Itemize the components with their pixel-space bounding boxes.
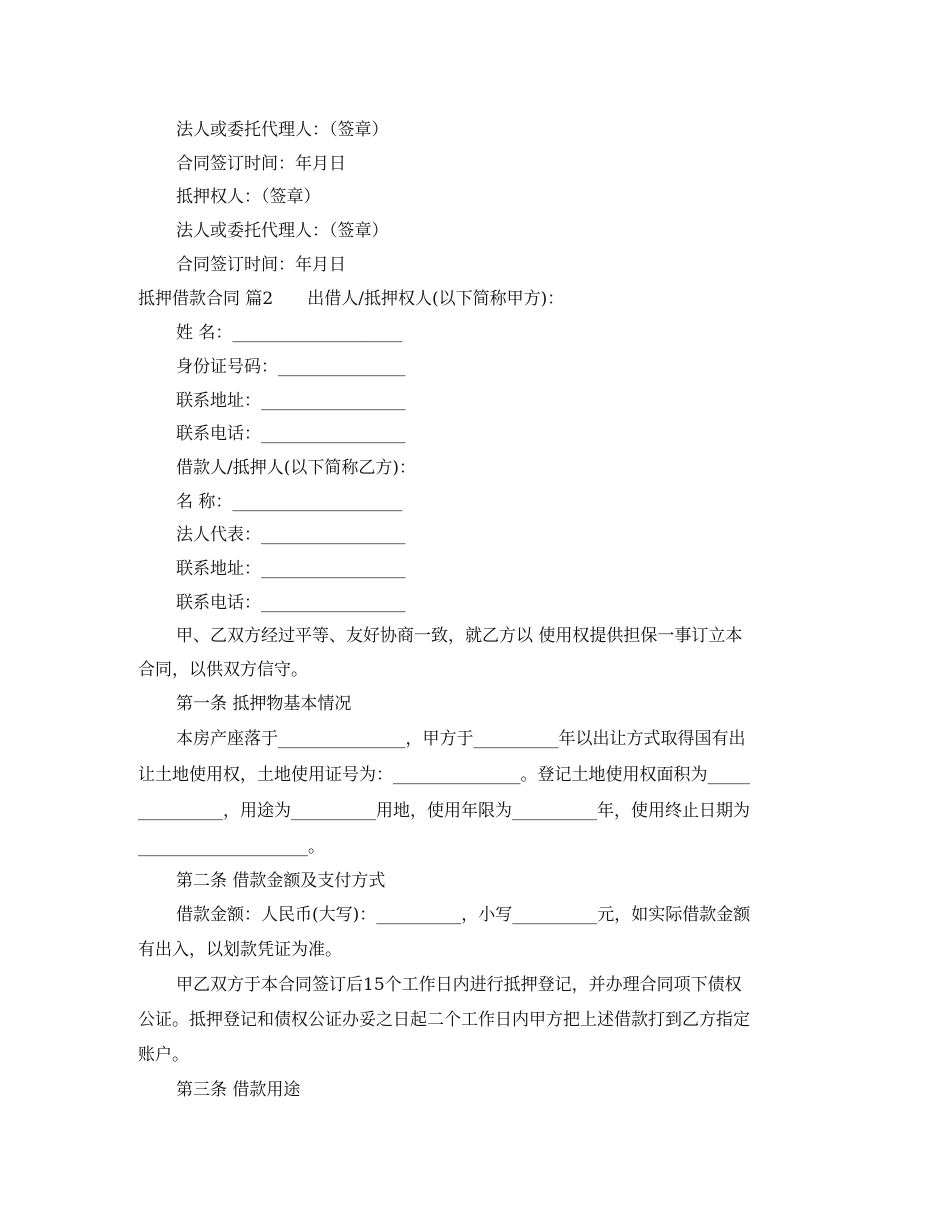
paragraph-line: 账户。 — [138, 1045, 189, 1065]
article-3-heading: 第三条 借款用途 — [176, 1080, 301, 1100]
paragraph-line: 让土地使用权，土地使用证号为：_______________。登记土地使用权面积为_____ — [138, 765, 750, 785]
signature-line: 法人或委托代理人：（签章） — [176, 120, 389, 140]
signature-line: 法人或委托代理人：（签章） — [176, 221, 389, 241]
form-field-phone: 联系电话：_________________ — [176, 424, 406, 444]
party-b-heading: 借款人/抵押人(以下简称乙方)： — [176, 458, 416, 478]
article-2-heading: 第二条 借款金额及支付方式 — [176, 871, 386, 891]
form-field-address: 联系地址：_________________ — [176, 559, 406, 579]
paragraph-line: 甲、乙双方经过平等、友好协商一致，就乙方以 使用权提供担保一事订立本 — [176, 626, 743, 646]
form-field-address: 联系地址：_________________ — [176, 391, 406, 411]
paragraph-line: 合同，以供双方信守。 — [138, 660, 308, 680]
paragraph-line: 借款金额：人民币(大写)：__________，小写__________元，如实际借款金额 — [176, 905, 751, 925]
mortgagee-sign-line: 抵押权人：（签章） — [176, 187, 321, 207]
form-field-company-name: 名 称：____________________ — [176, 492, 403, 512]
paragraph-line: 本房产座落于_______________，甲方于__________年以出让方式取得国有出 — [176, 729, 746, 749]
form-field-legal-rep: 法人代表：_________________ — [176, 525, 406, 545]
sign-date-line: 合同签订时间：年月日 — [176, 255, 346, 275]
paragraph-line: 有出入，以划款凭证为准。 — [138, 940, 342, 960]
sign-date-line: 合同签订时间：年月日 — [176, 154, 346, 174]
form-field-id-number: 身份证号码：_______________ — [176, 357, 406, 377]
paragraph-line: ____________________。 — [138, 837, 325, 857]
contract-heading: 抵押借款合同 篇2 出借人/抵押权人(以下简称甲方)： — [138, 289, 565, 309]
form-field-name: 姓 名：____________________ — [176, 323, 403, 343]
article-1-heading: 第一条 抵押物基本情况 — [176, 694, 352, 714]
form-field-phone: 联系电话：_________________ — [176, 593, 406, 613]
paragraph-line: 甲乙双方于本合同签订后15个工作日内进行抵押登记，并办理合同项下债权 — [176, 975, 742, 995]
paragraph-line: 公证。抵押登记和债权公证办妥之日起二个工作日内甲方把上述借款打到乙方指定 — [138, 1010, 750, 1030]
paragraph-line: __________，用途为__________用地，使用年限为__________年，使用终止日期为 — [138, 801, 750, 821]
